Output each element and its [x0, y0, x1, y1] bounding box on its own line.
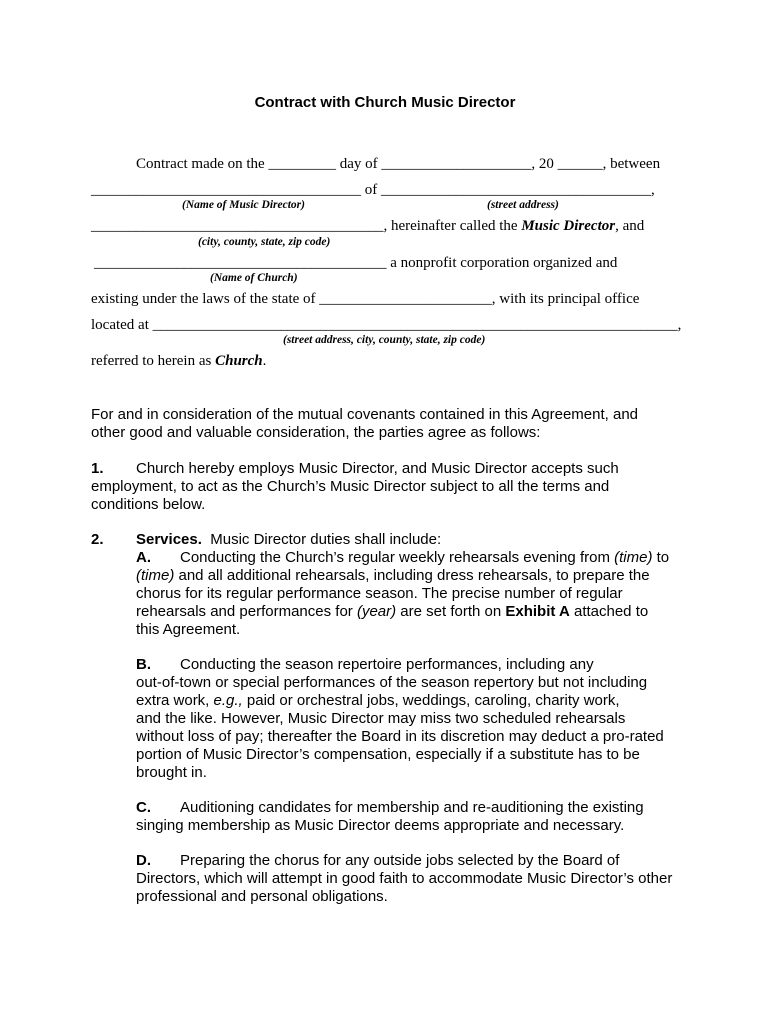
caption-full-address: (street address, city, county, state, zip code)	[283, 334, 486, 346]
item-b-line-2: out-of-town or special performances of the season repertory but not including	[136, 674, 648, 691]
item-d-line-3: professional and personal obligations.	[136, 888, 388, 905]
item-a-l4a: rehearsals and performances for	[136, 603, 357, 620]
section-2-heading	[136, 531, 441, 548]
church-referred-line	[91, 353, 266, 370]
item-b-l3a: extra work,	[136, 692, 214, 709]
item-a-line-1	[136, 549, 669, 566]
item-a-line-2	[136, 567, 650, 584]
item-d-l1: Preparing the chorus for any outside jobs selected by the Board of	[180, 852, 620, 869]
item-b-line-4: and the like. However, Music Director may miss two scheduled rehearsals	[136, 710, 626, 727]
item-a-letter: A.	[136, 549, 151, 566]
caption-street-address: (street address)	[487, 199, 559, 211]
director-city-line	[91, 218, 644, 235]
item-c-line-2: singing membership as Music Director deems appropriate and necessary.	[136, 817, 625, 834]
section-1-line-3: conditions below.	[91, 496, 206, 513]
services-heading-rest: Music Director duties shall include:	[201, 531, 442, 548]
section-1-line-2: employment, to act as the Church’s Music Director subject to all the terms and	[91, 478, 610, 495]
item-b-line-6: portion of Music Director’s compensation, especially if a substitute has to be	[136, 746, 640, 763]
item-b-line-7: brought in.	[136, 764, 207, 781]
item-c-l1: Auditioning candidates for membership and re-auditioning the existing	[180, 799, 644, 816]
item-a-l1a: Conducting the Church’s regular weekly rehearsals evening from	[180, 549, 615, 566]
section-1-number: 1.	[91, 460, 104, 477]
item-b-line-1	[136, 656, 594, 673]
services-heading: Services.	[136, 531, 202, 548]
church-name-line: _______________________________________ a nonprofit corporation organized and	[94, 255, 618, 271]
item-a-line-3: chorus for its regular performance season. The precise number of regular	[136, 585, 623, 602]
contract-date-line: Contract made on the _________ day of ____________________, 20 ______, between	[136, 156, 661, 172]
church-term: Church	[215, 353, 263, 369]
item-a-line-4	[136, 603, 648, 620]
intro-line-1: For and in consideration of the mutual covenants contained in this Agreement, and	[91, 406, 639, 423]
item-b-line-5: without loss of pay; thereafter the Board in its discretion may deduct a pro-rated	[136, 728, 664, 745]
item-a-line-5: this Agreement.	[136, 621, 241, 638]
music-director-term: Music Director	[521, 218, 616, 234]
item-a-l2-rest: and all additional rehearsals, including dress rehearsals, to prepare the	[174, 567, 650, 584]
item-b-eg: e.g.,	[213, 692, 243, 709]
section-1-line-1: Church hereby employs Music Director, and Music Director accepts such	[136, 460, 619, 477]
state-laws-line: existing under the laws of the state of _______________________, with its principal office	[91, 291, 640, 307]
item-a-year: (year)	[356, 603, 397, 620]
referred-end: .	[262, 353, 267, 369]
item-a-l4c: attached to	[569, 603, 649, 620]
principal-office-line: located at ______________________________________________________________________,	[91, 317, 682, 333]
intro-line-2: other good and valuable consideration, the parties agree as follows:	[91, 424, 541, 441]
city-line-end: , and	[615, 218, 645, 234]
exhibit-a-ref: Exhibit A	[505, 603, 570, 620]
item-d-letter: D.	[136, 852, 151, 869]
item-a-time-1: (time)	[614, 549, 653, 566]
item-b-line-3	[136, 692, 620, 709]
city-blank: _______________________________________, hereinafter called the	[91, 218, 522, 234]
item-c-line-1	[136, 799, 644, 816]
item-a-l1b: to	[652, 549, 670, 566]
item-a-time-2: (time)	[136, 567, 175, 584]
item-b-l3b: paid or orchestral jobs, weddings, caroling, charity work,	[242, 692, 620, 709]
document-title: Contract with Church Music Director	[254, 94, 516, 111]
item-b-l1: Conducting the season repertoire performances, including any	[180, 656, 594, 673]
item-d-line-2: Directors, which will attempt in good faith to accommodate Music Director’s other	[136, 870, 673, 887]
caption-church-name: (Name of Church)	[210, 272, 298, 284]
item-c-letter: C.	[136, 799, 151, 816]
director-address-line: ____________________________________ of ____________________________________,	[91, 182, 655, 198]
section-2-number: 2.	[91, 531, 104, 548]
caption-city: (city, county, state, zip code)	[198, 236, 331, 248]
caption-director-name: (Name of Music Director)	[182, 199, 305, 211]
item-d-line-1	[136, 852, 619, 869]
item-a-l4b: are set forth on	[396, 603, 506, 620]
referred-start: referred to herein as	[91, 353, 216, 369]
item-b-letter: B.	[136, 656, 151, 673]
